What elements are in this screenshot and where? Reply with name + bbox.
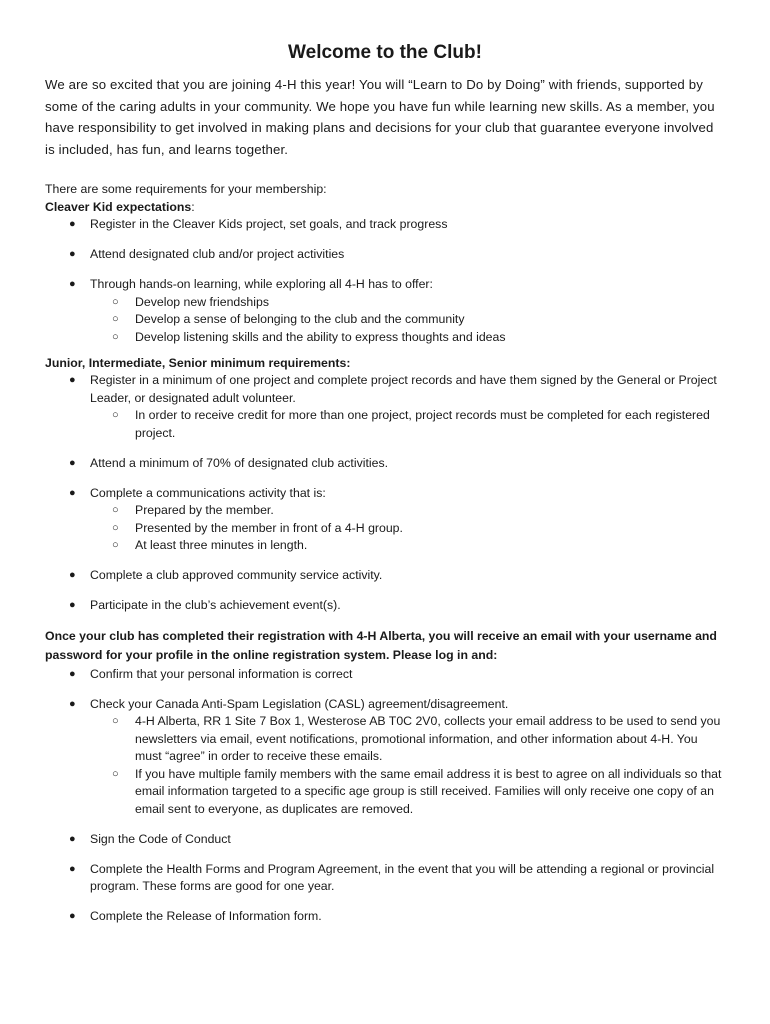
bullet-icon: ● [69,832,76,845]
sub-list-item [90,520,725,538]
bullet-icon: ● [69,278,76,290]
senior-list [45,372,725,615]
list-item [45,597,725,615]
list-item-text: Complete a club approved community service activity. [90,568,383,582]
bullet-icon: ● [69,697,76,710]
list-item [45,831,725,849]
sub-list-item-text: At least three minutes in length. [135,538,308,552]
bullet-icon: ● [69,910,76,922]
circle-bullet-icon: ○ [112,313,119,325]
circle-bullet-icon: ○ [112,767,119,780]
list-item-text: Complete the Release of Information form. [90,909,322,923]
circle-bullet-icon: ○ [112,409,119,421]
sub-list-item [90,407,725,442]
sub-list-item-text: Develop listening skills and the ability to express thoughts and ideas [135,329,506,344]
cleaver-heading-text: Cleaver Kid expectations [45,200,192,214]
bullet-icon: ● [69,599,76,611]
list-item [45,666,725,684]
registration-list [45,666,725,926]
bullet-icon: ● [69,569,76,581]
list-item-text: Attend designated club and/or project activities [90,247,345,261]
circle-bullet-icon: ○ [112,330,119,343]
list-item [45,861,725,896]
registration-heading: Once your club has completed their registration with 4-H Alberta, you will receive an email with your username and password for your profile in the online registration system. Please log in and: [45,628,717,662]
list-item-text: Participate in the club’s achievement event(s). [90,598,341,612]
sub-list-item [90,329,725,347]
sub-list-item-text: Develop new friendships [135,294,269,309]
circle-bullet-icon: ○ [112,539,119,551]
document-page [45,42,725,926]
list-item-text: Sign the Code of Conduct [90,831,231,846]
page-title: Welcome to the Club! [288,42,482,63]
sub-list-item-text: In order to receive credit for more than one project, project records must be completed for each registered project. [135,408,710,440]
list-item [45,455,725,473]
list-item [45,908,725,926]
list-item [45,276,725,346]
list-item [45,485,725,555]
bullet-icon: ● [69,456,76,469]
sub-list-item-text: If you have multiple family members with the same email address it is best to agree on all individuals so that email information targeted to a specific age group is still received. Families will only receive one copy of an email sent to everyone, as duplicates are removed. [135,766,722,816]
cleaver-list [45,216,725,346]
sub-list-item [90,766,725,819]
cleaver-heading-colon: : [191,200,195,214]
list-item-text: Complete the Health Forms and Program Agreement, in the event that you will be attending a regional or provincial program. These forms are good for one year. [90,861,715,893]
list-item-text: Register in the Cleaver Kids project, set goals, and track progress [90,217,448,231]
senior-heading: Junior, Intermediate, Senior minimum requirements: [45,356,351,370]
sub-list [90,502,725,555]
intro-paragraph: We are so excited that you are joining 4-H this year! You will “Learn to Do by Doing” with friends, supported by some of the caring adults in your community. We hope you have fun while learning new skills. As a member, you have responsibility to get involved in making plans and decisions for your club that guarantee everyone involved is included, has fun, and learns together. [45,77,715,157]
list-item-text: Complete a communications activity that is: [90,485,326,500]
circle-bullet-icon: ○ [112,521,119,534]
list-item-text: Confirm that your personal information is correct [90,666,353,681]
bullet-icon: ● [69,667,76,680]
cleaver-heading [45,198,725,216]
sub-list [90,294,725,347]
list-item-text: Check your Canada Anti-Spam Legislation (CASL) agreement/disagreement. [90,696,509,711]
sub-list [90,407,725,442]
bullet-icon: ● [69,486,76,499]
list-item [45,696,725,819]
bullet-icon: ● [69,218,76,230]
circle-bullet-icon: ○ [112,715,119,727]
sub-list-item-text: Presented by the member in front of a 4-H group. [135,520,403,535]
sub-list-item [90,502,725,520]
bullet-icon: ● [69,374,76,386]
sub-list-item [90,294,725,312]
sub-list-item-text: Prepared by the member. [135,503,274,517]
sub-list-item [90,537,725,555]
list-item [45,567,725,585]
list-item [45,246,725,264]
sub-list-item [90,311,725,329]
list-item-text: Register in a minimum of one project and complete project records and have them signed by the General or Project Leader, or designated adult volunteer. [90,373,717,405]
circle-bullet-icon: ○ [112,504,119,516]
circle-bullet-icon: ○ [112,295,119,308]
sub-list [90,713,725,818]
sub-list-item-text: Develop a sense of belonging to the club and the community [135,312,465,326]
list-item-text: Through hands-on learning, while exploring all 4-H has to offer: [90,277,433,291]
bullet-icon: ● [69,248,76,260]
list-item [45,216,725,234]
sub-list-item [90,713,725,766]
bullet-icon: ● [69,862,76,875]
sub-list-item-text: 4-H Alberta, RR 1 Site 7 Box 1, Westerose AB T0C 2V0, collects your email address to be used to send you newsletters via email, event notifications, promotional information, and other information about 4-H. You must “agree” in order to receive these emails. [135,714,721,763]
requirements-intro: There are some requirements for your membership: [45,182,327,196]
list-item [45,372,725,442]
list-item-text: Attend a minimum of 70% of designated club activities. [90,455,389,470]
